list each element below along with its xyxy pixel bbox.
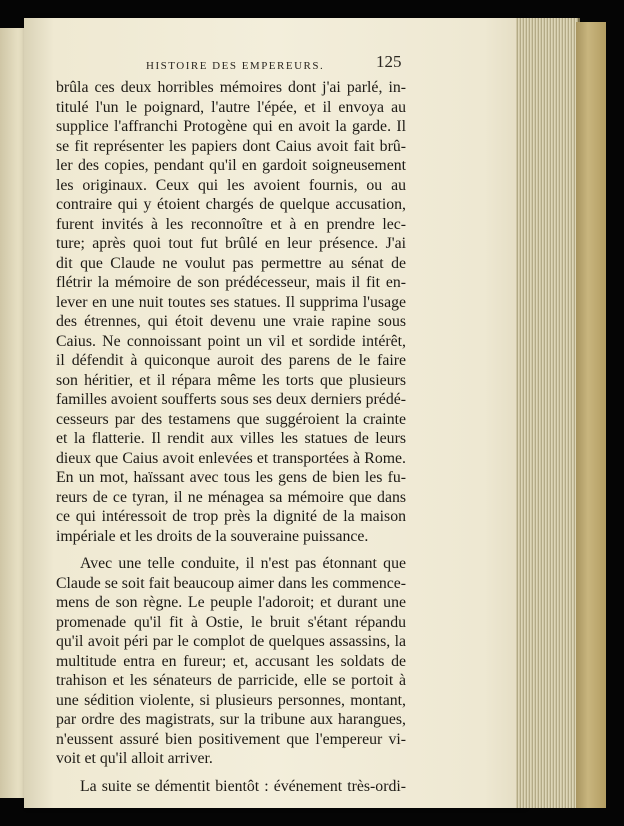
- text-line: dit que Claude ne voulut pas permettre au sénat de: [56, 254, 406, 272]
- text-line: trahison et les sénateurs de parricide, elle se portoit à: [56, 672, 406, 689]
- text-line: se fit représenter les papiers dont Caius avoit fait brû-: [56, 137, 406, 155]
- paragraph-1: [56, 78, 406, 546]
- text-line: La suite se démentit bientôt : événement très-ordi-: [80, 777, 406, 795]
- page-header: [54, 52, 514, 76]
- text-line: reurs de ce tyran, il ne ménagea sa mémoire que dans: [56, 488, 406, 506]
- text-line: impériale et les droits de la souveraine puissance.: [56, 527, 369, 545]
- text-line: voit et qu'il alloit arriver.: [56, 750, 213, 767]
- text-line: promenade qu'il fit à Ostie, le bruit s'étant répandu: [56, 613, 406, 631]
- text-line: mens de son règne. Le peuple l'adoroit; et durant une: [56, 594, 406, 611]
- text-line: brûla ces deux horribles mémoires dont j'ai parlé, in-: [56, 79, 406, 96]
- text-line: furent invités à les reconnoître et à en prendre lec-: [56, 215, 406, 233]
- paragraph-3: [56, 777, 406, 797]
- text-line: ler des copies, pendant qu'il en gardoit soigneusement: [56, 157, 406, 174]
- text-line: familles avoient soufferts sous ses deux derniers prédé-: [56, 391, 406, 408]
- text-line: n'eussent assuré bien positivement que l'empereur vi-: [56, 730, 406, 748]
- text-line: supplice l'affranchi Protogène qui en avoit la garde. Il: [56, 118, 406, 135]
- text-line: flétrir la mémoire de son prédécesseur, mais il fit en-: [56, 274, 406, 291]
- text-line: titulé l'un le poignard, l'autre l'épée, et il envoya au: [56, 98, 406, 116]
- text-line: Caius. Ne connoissant point un vil et sordide intérêt,: [56, 332, 406, 350]
- text-line: contraire qui y étoient chargés de quelque accusation,: [56, 196, 406, 213]
- text-line: il défendit à quiconque auroit des parens de le faire: [56, 352, 406, 369]
- page-block-edges: [516, 18, 580, 808]
- page-number: 125: [376, 52, 402, 71]
- book-cover-edge: [576, 22, 606, 808]
- text-line: dieux que Caius avoit enlevées et transportées à Rome.: [56, 449, 406, 467]
- text-line: Avec une telle conduite, il n'est pas étonnant que: [80, 555, 406, 572]
- text-line: une sédition violente, si plusieurs personnes, montant,: [56, 691, 406, 709]
- paragraph-2: [56, 554, 406, 769]
- paragraph-gap: [56, 546, 406, 554]
- text-line: qu'il avoit péri par le complot de quelques assassins, la: [56, 633, 406, 650]
- text-line: ce qui intéressoit de trop près la dignité de la maison: [56, 508, 406, 525]
- text-line: multitude entra en fureur; et, accusant les soldats de: [56, 652, 406, 670]
- text-line: et la flatterie. Il rendit aux villes les statues de leurs: [56, 430, 406, 447]
- text-line: lever en une nuit toutes ses statues. Il supprima l'usage: [56, 293, 406, 311]
- text-line: son héritier, et il répara même les torts que plusieurs: [56, 371, 406, 389]
- text-line: par ordre des magistrats, sur la tribune aux harangues,: [56, 711, 406, 728]
- running-title: HISTOIRE DES EMPEREURS.: [146, 60, 325, 72]
- text-line: cesseurs par des testamens que suggéroient la crainte: [56, 410, 406, 428]
- text-line: En un mot, haïssant avec tous les gens de bien les fu-: [56, 469, 406, 486]
- body-text: [56, 78, 406, 796]
- text-line: les originaux. Ceux qui les avoient fournis, ou au: [56, 176, 406, 194]
- text-line: des étrennes, qui étoit devenu une vraie rapine sous: [56, 313, 406, 330]
- text-line: ture; après quoi tout fut brûlé en leur présence. J'ai: [56, 235, 406, 252]
- text-line: Claude se soit fait beaucoup aimer dans les commence-: [56, 574, 407, 592]
- paragraph-gap: [56, 769, 406, 777]
